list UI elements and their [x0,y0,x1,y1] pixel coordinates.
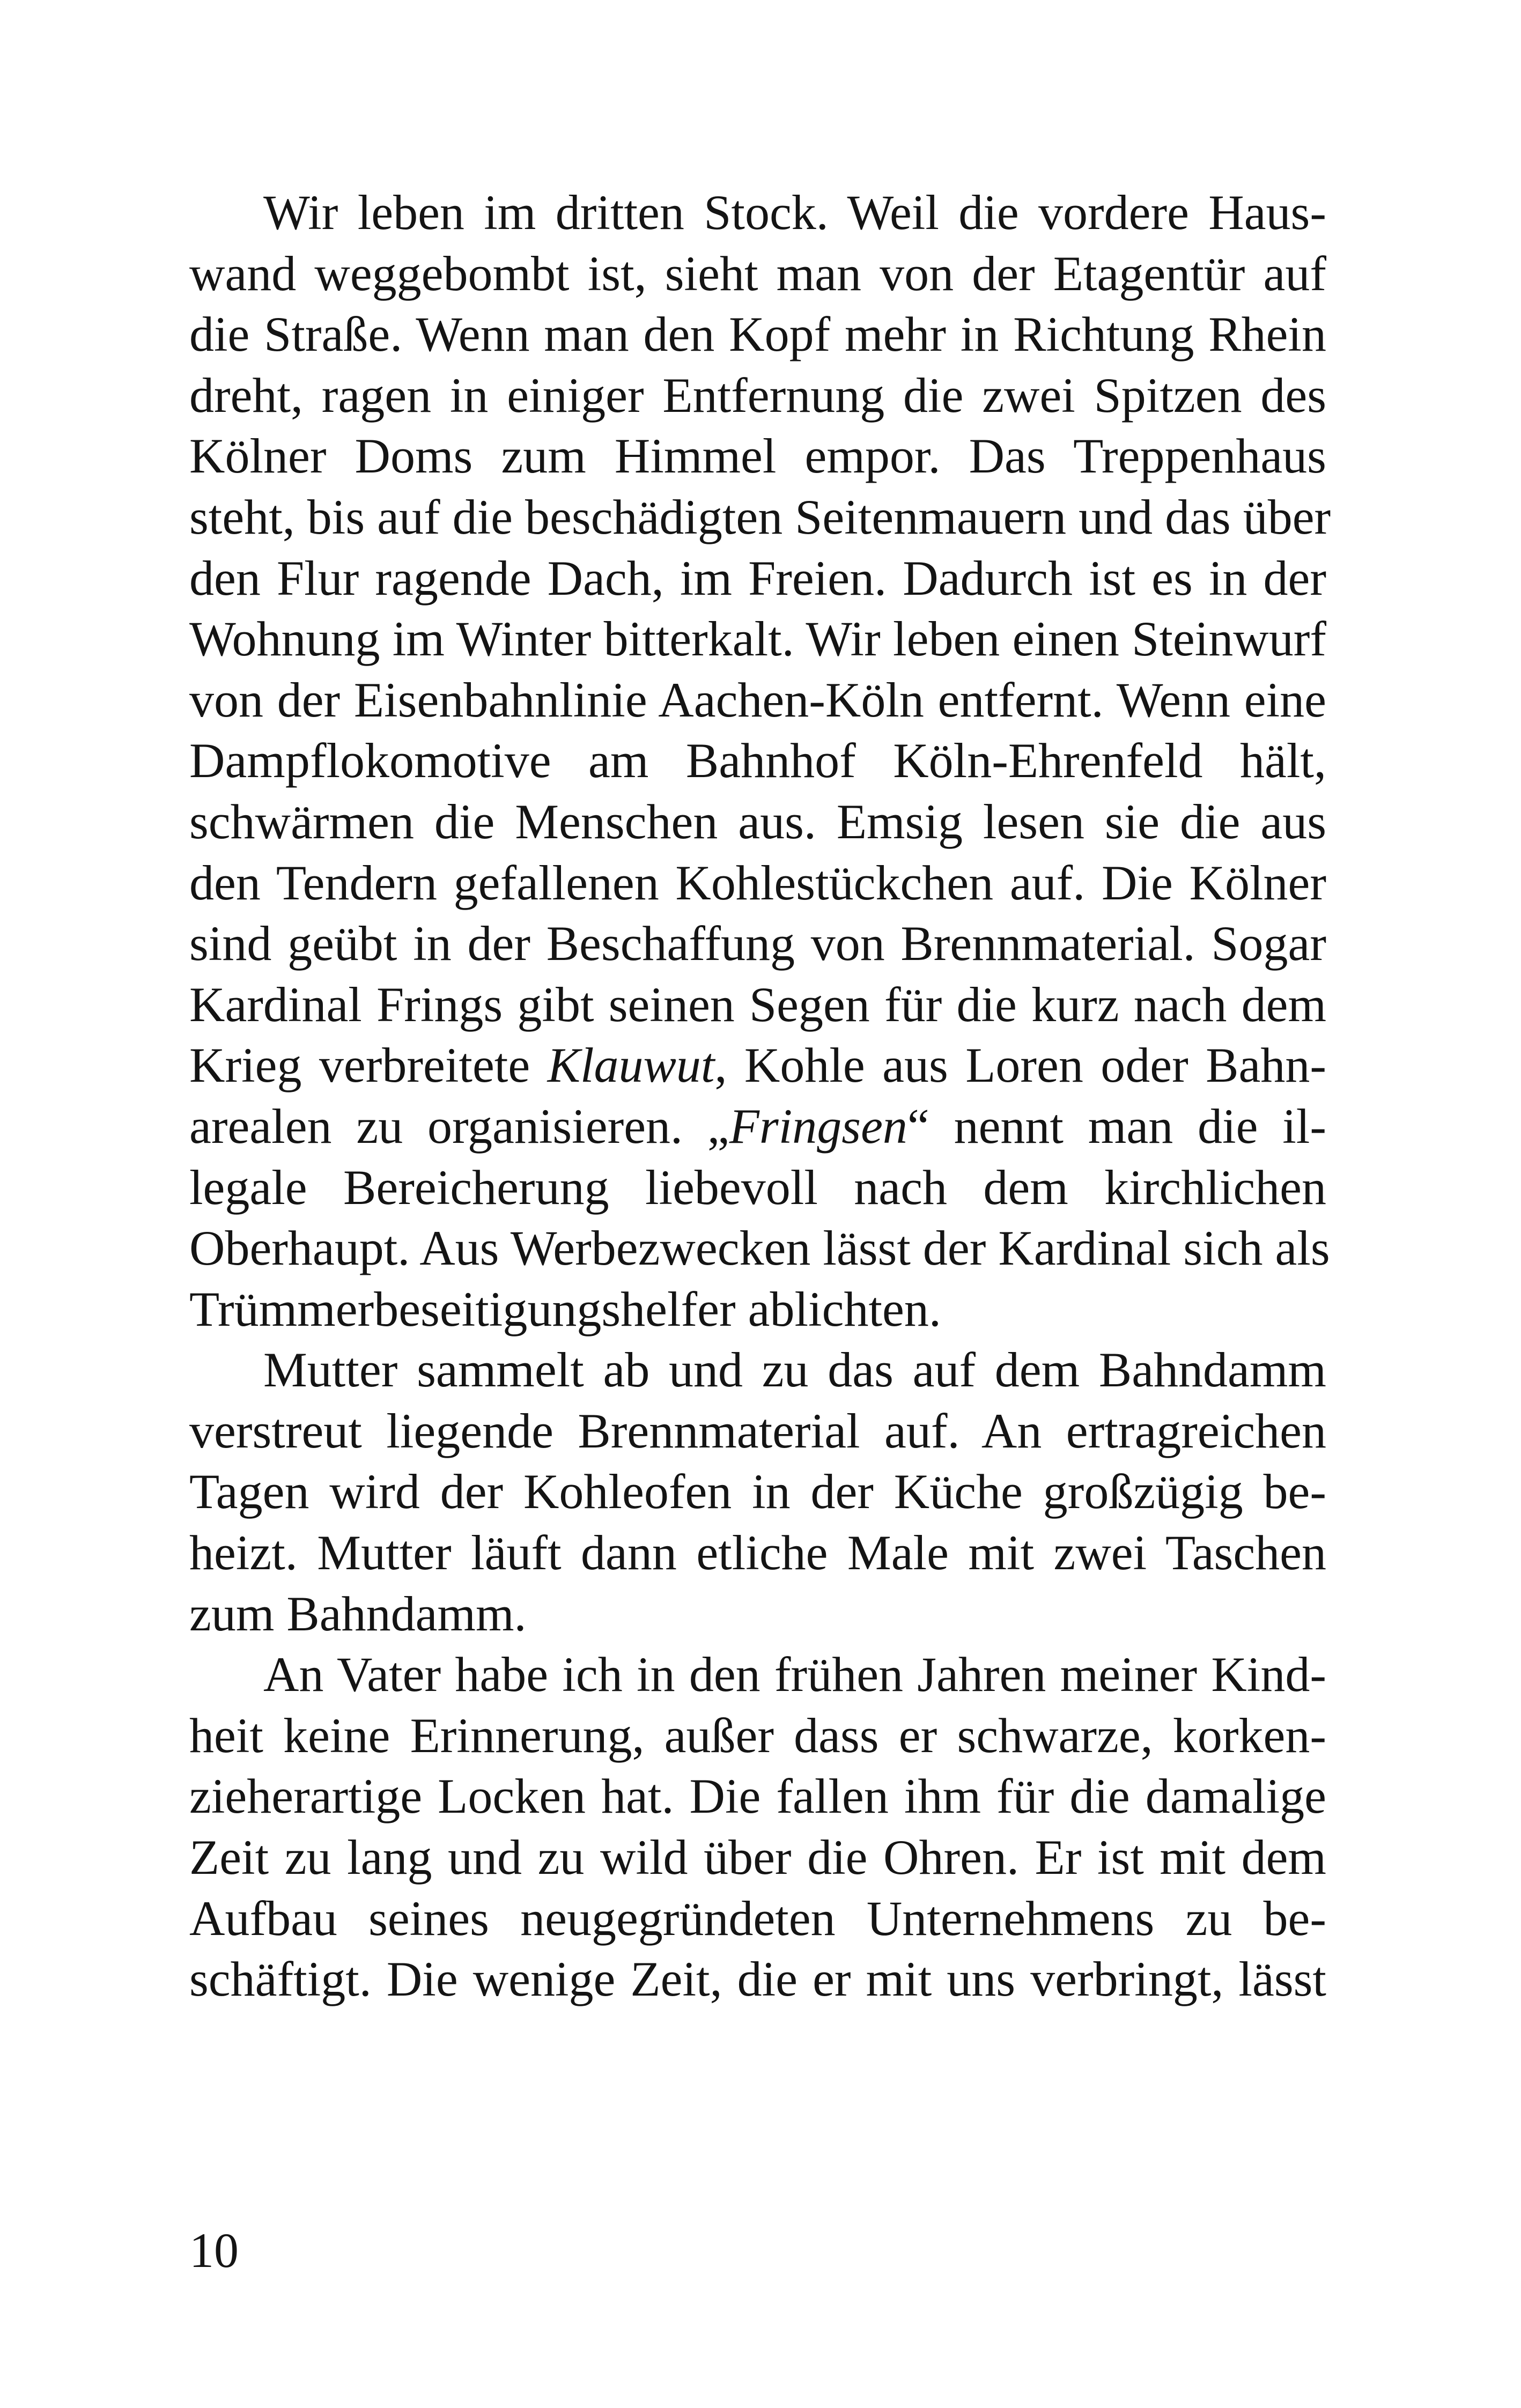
text-line: den Tendern gefallenen Kohlestückchen auf. Die Kölner [189,855,1326,910]
text-line: Mutter sammelt ab und zu das auf dem Bahndamm [263,1342,1326,1398]
text-line: sind geübt in der Beschaffung von Brennmaterial. Sogar [189,916,1326,971]
text-line: Kölner Doms zum Himmel empor. Das Treppenhaus [189,429,1326,484]
text-line: den Flur ragende Dach, im Freien. Dadurch ist es in der [189,550,1326,605]
text-line: heizt. Mutter läuft dann etliche Male mit zwei Taschen [189,1525,1326,1580]
text-line: Wir leben im dritten Stock. Weil die vordere Haus- [263,185,1326,240]
text-segment: arealen zu organisieren. „ [189,1098,729,1154]
text-line: Oberhaupt. Aus Werbezwecken lässt der Kardinal sich als [189,1221,1330,1276]
text-segment: Krieg verbreitete [189,1038,548,1093]
text-line: Zeit zu lang und zu wild über die Ohren. Er ist mit dem [189,1830,1326,1885]
text-line: steht, bis auf die beschädigten Seitenmauern und das über [189,489,1331,544]
text-line: schwärmen die Menschen aus. Emsig lesen sie die aus [189,794,1326,849]
text-line: verstreut liegende Brennmaterial auf. An ertragreichen [189,1403,1326,1458]
text-line [189,1035,1326,1096]
text-line: die Straße. Wenn man den Kopf mehr in Richtung Rhein [189,307,1326,362]
text-line: zum Bahndamm. [189,1586,527,1641]
text-line: von der Eisenbahnlinie Aachen-Köln entfernt. Wenn eine [189,672,1326,727]
text-line: Kardinal Frings gibt seinen Segen für die kurz nach dem [189,977,1326,1032]
text-line: An Vater habe ich in den frühen Jahren meiner Kind- [263,1647,1326,1702]
text-line: Dampflokomotive am Bahnhof Köln-Ehrenfeld hält, [189,733,1326,788]
text-line: legale Bereicherung liebevoll nach dem kirchlichen [189,1159,1326,1215]
italic-term: Fringsen [729,1098,907,1154]
text-line: Trümmerbeseitigungshelfer ablichten. [189,1281,941,1336]
text-segment: “ nennt man die il- [907,1098,1326,1154]
page-number: 10 [189,2223,239,2278]
text-segment: , Kohle aus Loren oder Bahn- [714,1038,1326,1093]
text-line: heit keine Erinnerung, außer dass er schwarze, korken- [189,1708,1326,1763]
text-line: Aufbau seines neugegründeten Unternehmens zu be- [189,1890,1326,1946]
text-line: Tagen wird der Kohleofen in der Küche großzügig be- [189,1464,1326,1519]
text-line: wand weggebombt ist, sieht man von der Etagentür auf [189,246,1326,301]
text-line [189,1096,1326,1157]
text-line: schäftigt. Die wenige Zeit, die er mit uns verbringt, lässt [189,1952,1326,2007]
text-line: Wohnung im Winter bitterkalt. Wir leben einen Steinwurf [189,611,1326,667]
text-line: zieherartige Locken hat. Die fallen ihm für die damalige [189,1769,1326,1824]
body-text [189,182,1331,2010]
italic-term: Klauwut [547,1038,715,1093]
text-line: dreht, ragen in einiger Entfernung die zwei Spitzen des [189,367,1326,423]
